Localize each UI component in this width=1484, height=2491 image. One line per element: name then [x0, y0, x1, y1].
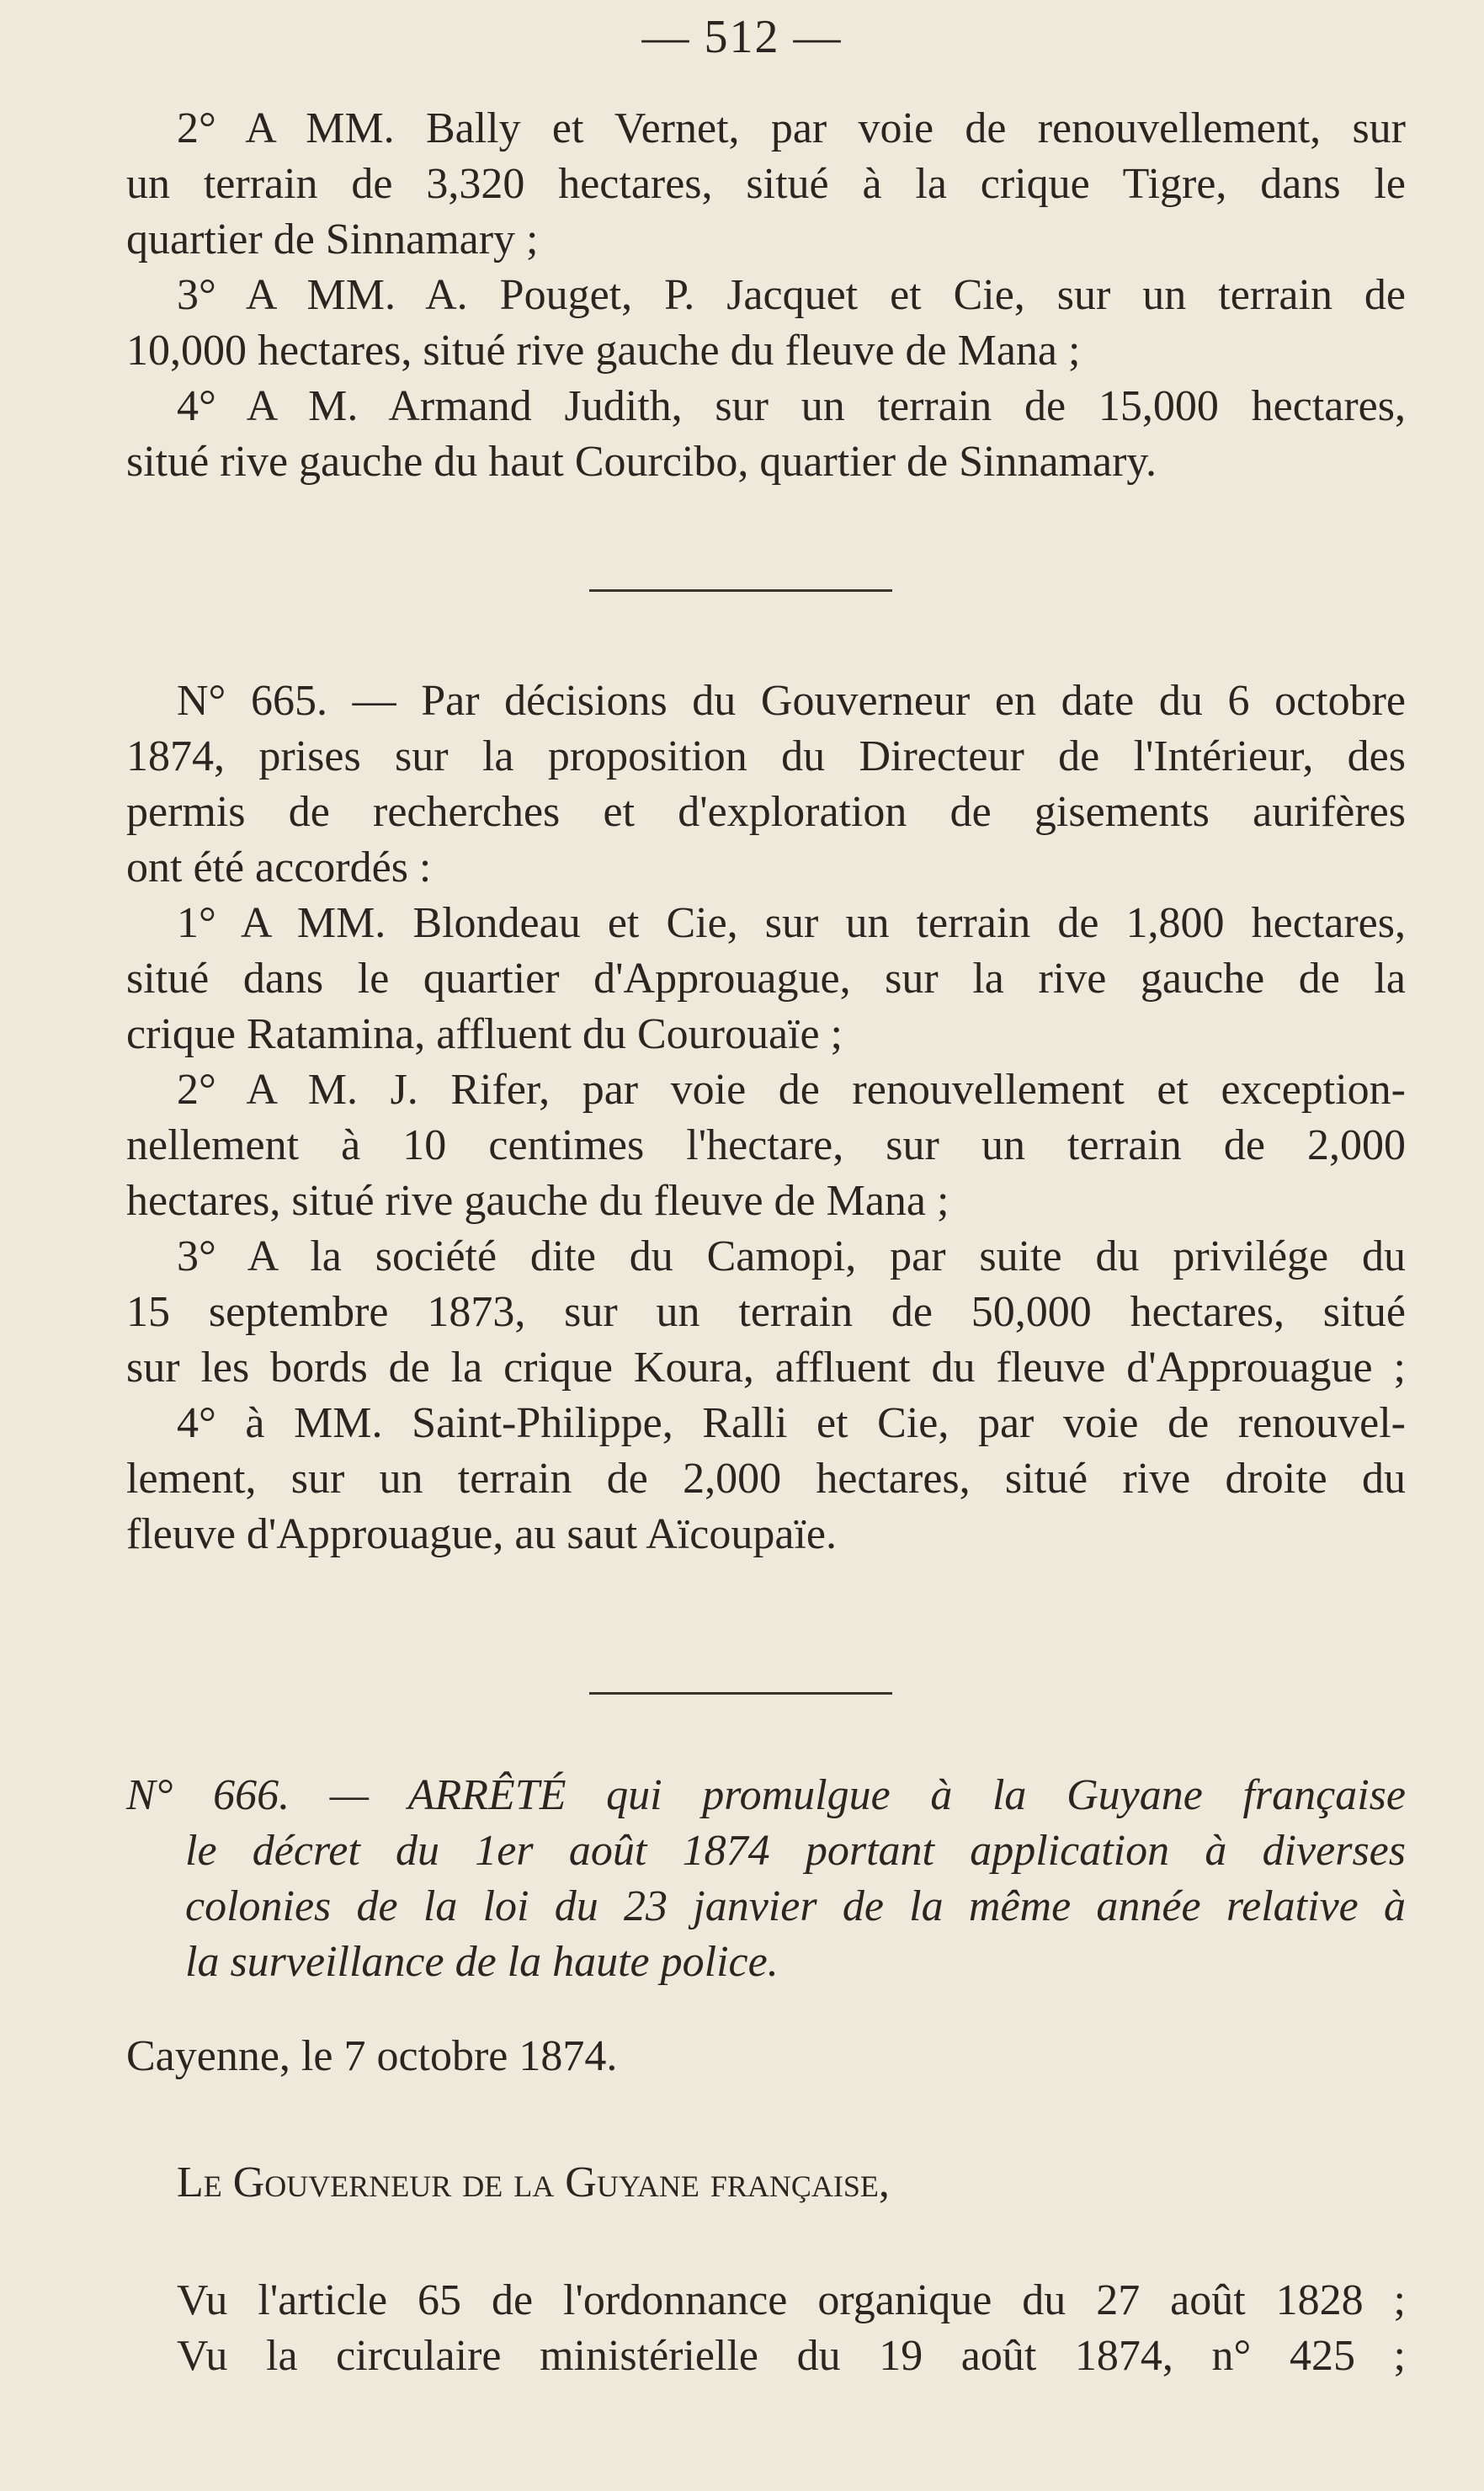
governor-line: Le Gouverneur de la Guyane française,: [177, 2158, 890, 2206]
section-2: [126, 673, 1406, 1562]
decree-heading-line: N° 666. — ARRÊTÉ qui promulgue à la Guyane française: [126, 1771, 1406, 1819]
text-line: permis de recherches et d'exploration de gisements aurifères: [126, 788, 1406, 836]
page-number: — 512 —: [641, 11, 843, 63]
text-line: 3° A MM. A. Pouget, P. Jacquet et Cie, sur un terrain de: [177, 271, 1406, 319]
section-divider: [589, 1692, 892, 1695]
vu-line: Vu l'article 65 de l'ordonnance organique du 27 août 1828 ;: [177, 2276, 1406, 2324]
section-3: [126, 1768, 1406, 1990]
text-line: hectares, situé rive gauche du fleuve de Mana ;: [126, 1177, 949, 1225]
date-line: Cayenne, le 7 octobre 1874.: [126, 2032, 618, 2080]
text-line: 4° à MM. Saint-Philippe, Ralli et Cie, par voie de renouvel-: [177, 1399, 1406, 1447]
text-line: 1874, prises sur la proposition du Directeur de l'Intérieur, des: [126, 732, 1406, 780]
text-line: crique Ratamina, affluent du Courouaïe ;: [126, 1010, 843, 1058]
text-line: 3° A la société dite du Camopi, par suite du privilége du: [177, 1232, 1406, 1280]
text-line: quartier de Sinnamary ;: [126, 216, 539, 263]
text-line: 2° A M. J. Rifer, par voie de renouvellement et exception-: [177, 1066, 1406, 1114]
text-line: 10,000 hectares, situé rive gauche du fleuve de Mana ;: [126, 327, 1081, 375]
decree-heading-line: la surveillance de la haute police.: [185, 1938, 779, 1986]
text-line: 4° A M. Armand Judith, sur un terrain de 15,000 hectares,: [177, 382, 1406, 430]
text-line: 1° A MM. Blondeau et Cie, sur un terrain de 1,800 hectares,: [177, 899, 1406, 947]
vu-block: [126, 2273, 1406, 2384]
governor-block: [126, 2155, 1406, 2211]
text-line: ont été accordés :: [126, 844, 432, 892]
vu-line: Vu la circulaire ministérielle du 19 août 1874, n° 425 ;: [177, 2332, 1406, 2380]
section-divider: [589, 589, 892, 592]
text-line: fleuve d'Approuague, au saut Aïcoupaïe.: [126, 1510, 837, 1558]
text-line: un terrain de 3,320 hectares, situé à la crique Tigre, dans le: [126, 160, 1406, 208]
text-line: situé dans le quartier d'Approuague, sur la rive gauche de la: [126, 955, 1406, 1003]
text-line: nellement à 10 centimes l'hectare, sur un terrain de 2,000: [126, 1121, 1406, 1169]
text-line: situé rive gauche du haut Courcibo, quartier de Sinnamary.: [126, 438, 1157, 486]
text-line: sur les bords de la crique Koura, affluent du fleuve d'Approuague ;: [126, 1344, 1406, 1392]
decree-heading-line: le décret du 1er août 1874 portant application à diverses: [185, 1827, 1406, 1875]
section-1: [126, 101, 1406, 490]
text-line: N° 665. — Par décisions du Gouverneur en date du 6 octobre: [177, 677, 1406, 725]
text-line: lement, sur un terrain de 2,000 hectares, situé rive droite du: [126, 1455, 1406, 1503]
text-line: 15 septembre 1873, sur un terrain de 50,000 hectares, situé: [126, 1288, 1406, 1336]
decree-heading-line: colonies de la loi du 23 janvier de la même année relative à: [185, 1882, 1406, 1930]
text-line: 2° A MM. Bally et Vernet, par voie de renouvellement, sur: [177, 104, 1406, 152]
